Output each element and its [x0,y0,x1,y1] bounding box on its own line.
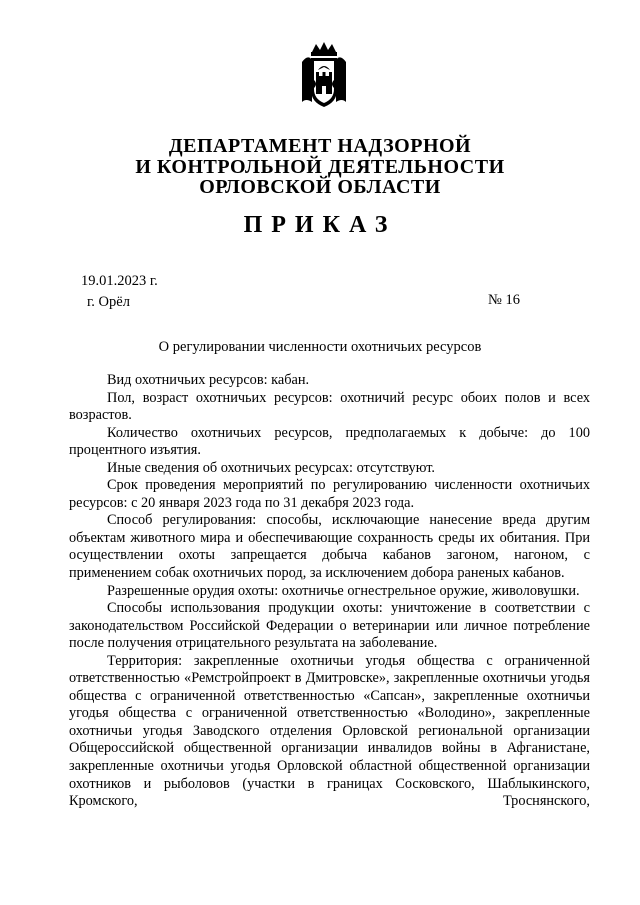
paragraph-period: Срок проведения мероприятий по регулированию численности охотничьих ресурсов: с 20 января 2023 года по 31 декабря 2023 года. [69,477,590,511]
paragraph-other-info: Иные сведения об охотничьих ресурсах: отсутствуют. [107,459,435,476]
document-number: № 16 [488,292,520,308]
paragraph-weapons: Разрешенные орудия охоты: охотничье огнестрельное оружие, живоловушки. [107,582,580,599]
paragraph-method: Способ регулирования: способы, исключающие нанесение вреда другим объектам животного мира и обеспечивающие сохранность среды их обитания. При осуществлении охоты запрещается добыча кабанов загоном, нагоном, с применением собак охотничьих пород, за исключением добора раненых кабанов. [69,512,590,582]
paragraph-territory: Территория: закрепленные охотничьи угодья общества с ограниченной ответственностью «Ремстройпроект в Дмитровске», закрепленные охотничьи угодья общества с ограниченной ответственностью «Сапсан», закрепленные охотничьи угодья общества с ограниченной ответственностью «Володино», закрепленные охотничьи угодья Заводского отделения Орловской региональной организации Общероссийской общественной организации инвалидов войны в Афганистане, закрепленные охотничьи угодья Орловской областной общественной организации охотников и рыболовов (участки в границах Сосковского, Шаблыкинского, Кромского, Троснянского, [69,652,590,810]
document-date: 19.01.2023 г. [81,273,158,289]
document-type-heading: ПРИКАЗ [243,212,397,238]
paragraph-species: Вид охотничьих ресурсов: кабан. [107,372,310,388]
paragraph-product-use: Способы использования продукции охоты: уничтожение в соответствии с законодательством Российской Федерации о ветеринарии или личное потребление после получения отрицательного результата на заболевание. [69,600,590,652]
department-title-line-1: ДЕПАРТАМЕНТ НАДЗОРНОЙ [168,135,472,157]
department-title-line-2: И КОНТРОЛЬНОЙ ДЕЯТЕЛЬНОСТИ [135,156,505,178]
document-city: г. Орёл [87,294,130,310]
department-title-line-3: ОРЛОВСКОЙ ОБЛАСТИ [199,176,441,198]
document-body [69,372,590,811]
paragraph-quantity: Количество охотничьих ресурсов, предполагаемых к добыче: до 100 процентного изъятия. [69,424,590,459]
coat-of-arms-emblem [298,40,350,110]
document-subject: О регулировании численности охотничьих ресурсов [158,339,482,355]
paragraph-sex-age: Пол, возраст охотничьих ресурсов: охотничий ресурс обоих полов и всех возрастов. [69,389,590,424]
